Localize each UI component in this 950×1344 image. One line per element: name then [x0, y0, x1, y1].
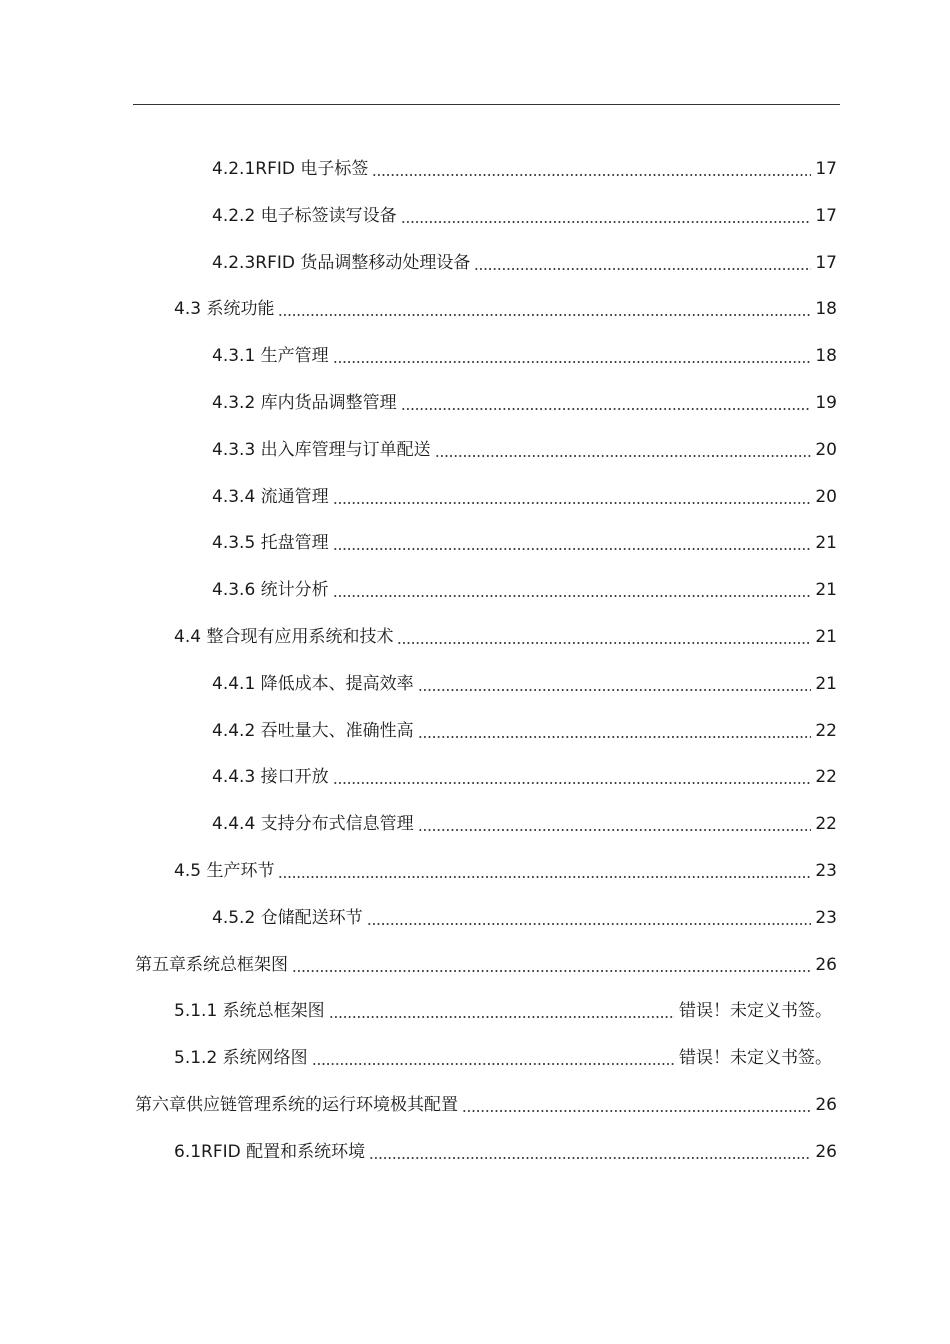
toc-entry-title: 4.5 生产环节 [174, 849, 278, 893]
toc-entry[interactable] [174, 1130, 837, 1174]
toc-entry-title: 4.4.3 接口开放 [212, 755, 333, 799]
dot-leader [333, 782, 812, 784]
dot-leader [333, 361, 812, 363]
dot-leader [474, 268, 811, 270]
toc-entry-page: 21 [811, 662, 837, 706]
toc-entry-page: 20 [811, 428, 837, 472]
toc-entry[interactable] [174, 287, 837, 331]
toc-entry[interactable] [212, 802, 837, 846]
toc-entry[interactable] [174, 615, 837, 659]
toc-entry-title: 4.3 系统功能 [174, 287, 278, 331]
dot-leader [372, 174, 811, 176]
toc-entry-title: 4.3.1 生产管理 [212, 334, 333, 378]
toc-entry-page: 17 [811, 241, 837, 285]
dot-leader [418, 829, 812, 831]
toc-entry-title: 第五章系统总框架图 [135, 943, 292, 987]
toc-entry[interactable] [212, 194, 837, 238]
toc-entry[interactable] [135, 943, 837, 987]
toc-entry[interactable] [212, 428, 837, 472]
toc-entry-page: 26 [811, 1083, 837, 1127]
dot-leader [333, 595, 812, 597]
dot-leader [418, 689, 812, 691]
dot-leader [278, 314, 811, 316]
toc-entry[interactable] [212, 334, 837, 378]
toc-entry-page: 22 [811, 709, 837, 753]
toc-entry-page: 错误！未定义书签。 [675, 1036, 832, 1080]
dot-leader [401, 221, 812, 223]
toc-entry-page: 20 [811, 475, 837, 519]
toc-entry-page: 18 [811, 287, 837, 331]
toc-entry-page: 22 [811, 755, 837, 799]
toc-entry-page: 17 [811, 147, 837, 191]
toc-entry-title: 4.3.3 出入库管理与订单配送 [212, 428, 435, 472]
toc-entry-page: 错误！未定义书签。 [675, 989, 832, 1033]
toc-entry-page: 23 [811, 896, 837, 940]
header-rule [133, 104, 840, 105]
toc-entry-title: 5.1.1 系统总框架图 [174, 989, 329, 1033]
dot-leader [369, 1157, 811, 1159]
toc-entry[interactable] [212, 521, 837, 565]
toc-entry-title: 4.4.1 降低成本、提高效率 [212, 662, 418, 706]
toc-entry[interactable] [212, 241, 837, 285]
toc-entry-page: 21 [811, 568, 837, 612]
toc-entry-title: 4.5.2 仓储配送环节 [212, 896, 367, 940]
toc-entry-title: 4.3.2 库内货品调整管理 [212, 381, 401, 425]
toc-entry-page: 23 [811, 849, 837, 893]
dot-leader [292, 970, 811, 972]
toc-entry-title: 4.2.1RFID 电子标签 [212, 147, 372, 191]
toc-entry-page: 26 [811, 1130, 837, 1174]
dot-leader [401, 408, 812, 410]
toc-entry-page: 22 [811, 802, 837, 846]
toc-entry-title: 6.1RFID 配置和系统环境 [174, 1130, 369, 1174]
dot-leader [312, 1063, 675, 1065]
toc-entry[interactable] [212, 896, 837, 940]
toc-entry[interactable] [212, 662, 837, 706]
dot-leader [333, 502, 812, 504]
toc-entry[interactable] [212, 755, 837, 799]
dot-leader [435, 455, 812, 457]
toc-entry-title: 4.3.4 流通管理 [212, 475, 333, 519]
dot-leader [367, 923, 812, 925]
toc-entry-page: 18 [811, 334, 837, 378]
dot-leader [278, 876, 811, 878]
toc-entry-page: 21 [811, 521, 837, 565]
toc-entry[interactable] [212, 568, 837, 612]
toc-entry-title: 4.2.2 电子标签读写设备 [212, 194, 401, 238]
toc-entry-title: 4.3.5 托盘管理 [212, 521, 333, 565]
toc-entry[interactable] [212, 147, 837, 191]
toc-entry-page: 21 [811, 615, 837, 659]
toc-entry-title: 4.4.2 吞吐量大、准确性高 [212, 709, 418, 753]
dot-leader [333, 548, 812, 550]
toc-entry-title: 4.2.3RFID 货品调整移动处理设备 [212, 241, 474, 285]
dot-leader [462, 1110, 811, 1112]
toc-entry-page: 26 [811, 943, 837, 987]
toc-entry-page: 19 [811, 381, 837, 425]
dot-leader [397, 642, 811, 644]
toc-entry[interactable] [212, 709, 837, 753]
toc-entry-title: 5.1.2 系统网络图 [174, 1036, 312, 1080]
toc-entry[interactable] [212, 475, 837, 519]
toc-entry-title: 4.3.6 统计分析 [212, 568, 333, 612]
toc-entry[interactable] [174, 1036, 832, 1080]
dot-leader [418, 736, 812, 738]
dot-leader [329, 1016, 675, 1018]
toc-entry[interactable] [135, 1083, 837, 1127]
toc-entry-title: 4.4.4 支持分布式信息管理 [212, 802, 418, 846]
toc-entry-title: 第六章供应链管理系统的运行环境极其配置 [135, 1083, 462, 1127]
toc-entry-title: 4.4 整合现有应用系统和技术 [174, 615, 397, 659]
toc-entry[interactable] [174, 989, 832, 1033]
toc-entry[interactable] [212, 381, 837, 425]
toc-entry-page: 17 [811, 194, 837, 238]
toc-entry[interactable] [174, 849, 837, 893]
